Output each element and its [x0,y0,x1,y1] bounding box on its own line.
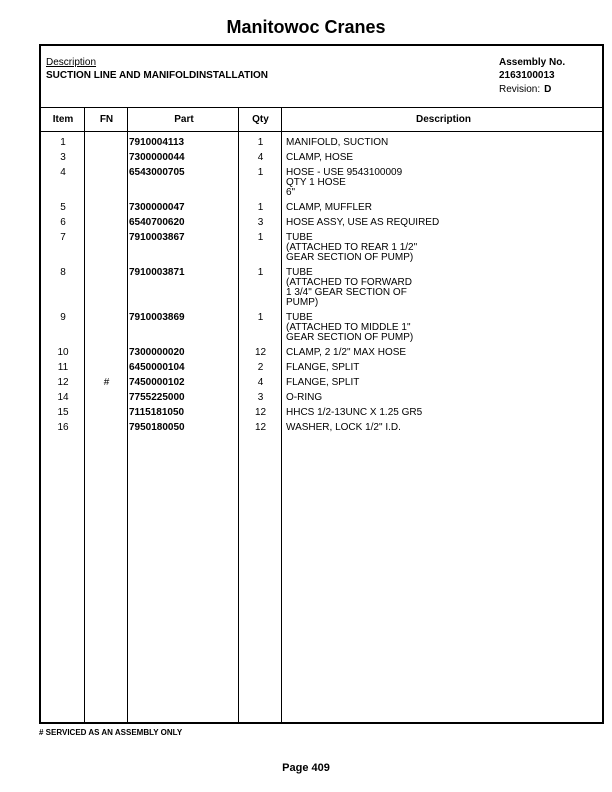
qty-cell: 1 [257,167,264,178]
item-cell: 11 [57,362,69,373]
qty-cell: 1 [257,202,264,213]
table-row [41,313,602,348]
table-row [41,138,602,153]
item-cell: 5 [60,202,66,213]
revision [499,84,551,95]
description-cell: TUBE (ATTACHED TO MIDDLE 1" GEAR SECTION OF PUMP) [286,312,414,343]
qty-cell: 1 [257,232,264,243]
table-row [41,203,602,218]
item-cell: 3 [60,152,66,163]
assembly-no-label: Assembly No. [499,57,566,68]
item-cell: 7 [60,232,66,243]
qty-cell: 1 [257,137,264,148]
qty-cell: 3 [257,217,264,228]
page-number: Page 409 [282,762,330,774]
table-row [41,378,602,393]
part-number-cell: 7450000102 [129,377,185,388]
qty-cell: 2 [257,362,264,373]
assembly-number: 2163100013 [499,70,555,81]
table-row [41,408,602,423]
description-cell: O-RING [286,392,323,403]
description-cell: FLANGE, SPLIT [286,362,360,373]
part-number-cell: 7755225000 [129,392,185,403]
item-cell: 10 [57,347,69,358]
qty-cell: 1 [257,312,264,323]
item-cell: 8 [60,267,66,278]
table-row [41,393,602,408]
description-cell: FLANGE, SPLIT [286,377,360,388]
table-row [41,218,602,233]
part-number-cell: 6540700620 [129,217,185,228]
assembly-header [41,46,602,108]
qty-cell: 3 [257,392,264,403]
fn-cell: # [103,377,110,388]
item-cell: 12 [57,377,69,388]
table-row [41,153,602,168]
qty-cell: 12 [254,407,267,418]
item-cell: 9 [60,312,66,323]
description-cell: HHCS 1/2-13UNC X 1.25 GR5 [286,407,423,418]
table-row [41,423,602,438]
column-header-fn: FN [99,114,114,125]
table-row [41,363,602,378]
revision-label: Revision: [499,84,541,95]
item-cell: 1 [60,137,66,148]
revision-value: D [544,84,552,95]
item-cell: 15 [57,407,69,418]
part-number-cell: 7115181050 [129,407,185,418]
part-number-cell: 7910003871 [129,267,185,278]
part-number-cell: 7300000047 [129,202,185,213]
page-title: Manitowoc Cranes [226,17,386,37]
item-cell: 4 [60,167,66,178]
part-number-cell: 7910003869 [129,312,185,323]
part-number-cell: 7910003867 [129,232,185,243]
table-row [41,268,602,313]
qty-cell: 12 [254,347,267,358]
description-cell: TUBE (ATTACHED TO FORWARD 1 3/4" GEAR SECTION OF PUMP) [286,267,412,308]
column-header-qty: Qty [252,114,269,125]
table-header [41,108,602,132]
table-row [41,168,602,203]
item-cell: 14 [57,392,69,403]
description-cell: MANIFOLD, SUCTION [286,137,389,148]
description-label: Description [46,57,97,68]
parts-list-panel [39,44,604,724]
parts-table-body [41,138,602,438]
description-cell: CLAMP, HOSE [286,152,354,163]
table-row [41,348,602,363]
qty-cell: 4 [257,152,264,163]
footnote: # SERVICED AS AN ASSEMBLY ONLY [39,728,183,737]
part-number-cell: 7950180050 [129,422,185,433]
column-header-description: Description [415,114,471,125]
description-cell: CLAMP, 2 1/2" MAX HOSE [286,347,407,358]
description-cell: CLAMP, MUFFLER [286,202,372,213]
part-number-cell: 7300000020 [129,347,185,358]
description-cell: WASHER, LOCK 1/2" I.D. [286,422,401,433]
part-number-cell: 6543000705 [129,167,185,178]
part-number-cell: 6450000104 [129,362,185,373]
qty-cell: 4 [257,377,264,388]
assembly-description: SUCTION LINE AND MANIFOLDINSTALLATION [46,70,269,81]
column-header-part: Part [174,114,194,125]
table-row [41,233,602,268]
part-number-cell: 7910004113 [129,137,185,148]
description-cell: HOSE ASSY, USE AS REQUIRED [286,217,440,228]
column-header-item: Item [52,114,74,125]
description-cell: HOSE - USE 9543100009 QTY 1 HOSE 6" [286,167,403,198]
part-number-cell: 7300000044 [129,152,185,163]
qty-cell: 1 [257,267,264,278]
item-cell: 6 [60,217,66,228]
item-cell: 16 [57,422,69,433]
description-cell: TUBE (ATTACHED TO REAR 1 1/2" GEAR SECTION OF PUMP) [286,232,418,263]
qty-cell: 12 [254,422,267,433]
